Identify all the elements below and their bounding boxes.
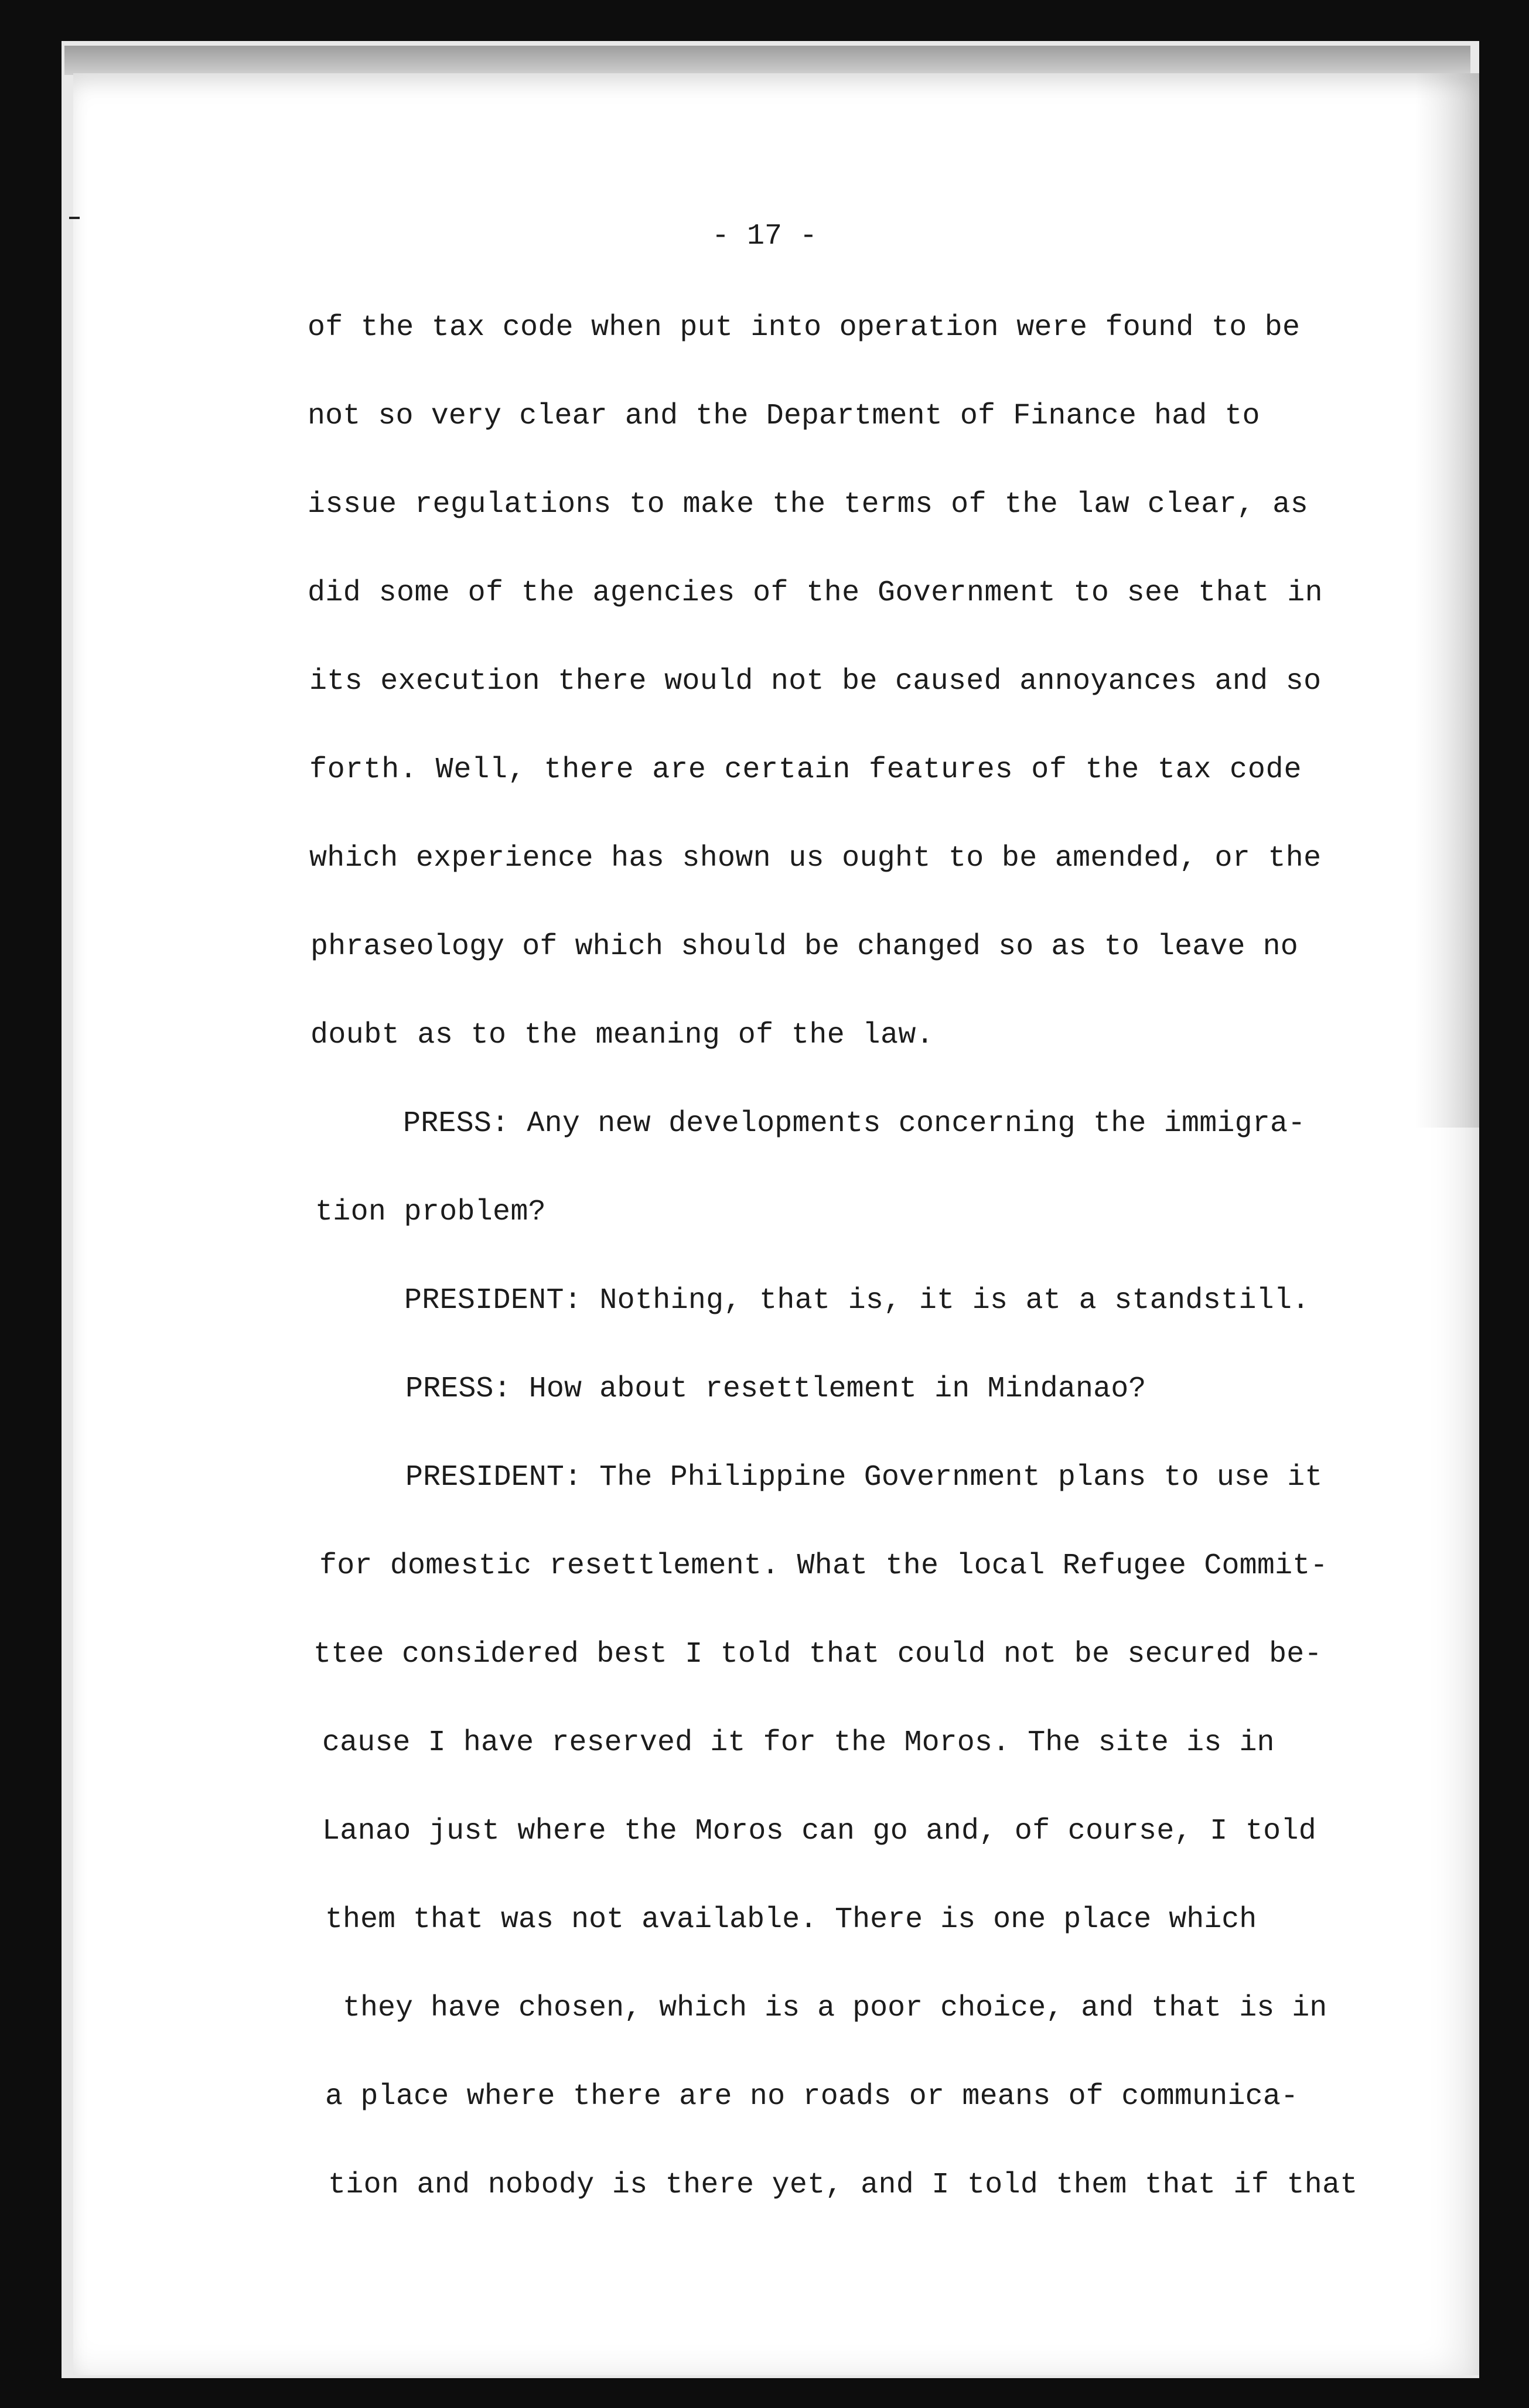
text-line: tion and nobody is there yet, and I told them that if that (328, 2168, 1358, 2202)
text-line: for domestic resettlement. What the local Refugee Commit- (319, 1549, 1328, 1583)
text-line: of the tax code when put into operation were found to be (308, 311, 1301, 344)
text-line: forth. Well, there are certain features of the tax code (309, 753, 1302, 787)
text-line: cause I have reserved it for the Moros. The site is in (322, 1726, 1275, 1760)
text-line: its execution there would not be caused annoyances and so (309, 665, 1322, 698)
text-line: a place where there are no roads or means of communica- (325, 2080, 1299, 2113)
text-line: phraseology of which should be changed so as to leave no (310, 930, 1298, 964)
text-line: did some of the agencies of the Government to see that in (308, 576, 1323, 610)
page-top-edge (64, 46, 1470, 75)
page-number: - 17 - (711, 220, 818, 253)
text-line: doubt as to the meaning of the law. (310, 1019, 934, 1052)
text-line: ttee considered best I told that could not be secured be- (313, 1638, 1322, 1671)
press-question: PRESS: How about resettlement in Mindanao? (405, 1372, 1146, 1406)
text-line: which experience has shown us ought to be amended, or the (309, 842, 1322, 875)
text-line: tion problem? (315, 1196, 546, 1229)
margin-mark (69, 217, 80, 219)
text-line: issue regulations to make the terms of the law clear, as (308, 488, 1309, 521)
text-line: not so very clear and the Department of Finance had to (308, 399, 1260, 433)
text-line: they have chosen, which is a poor choice, and that is in (343, 1992, 1327, 2025)
text-line: them that was not available. There is one place which (325, 1903, 1257, 1936)
text-line: Lanao just where the Moros can go and, of course, I told (322, 1815, 1317, 1848)
president-answer: PRESIDENT: Nothing, that is, it is at a standstill. (404, 1284, 1310, 1317)
press-question: PRESS: Any new developments concerning the immigra- (403, 1107, 1306, 1140)
president-answer: PRESIDENT: The Philippine Government plans to use it (405, 1461, 1323, 1494)
